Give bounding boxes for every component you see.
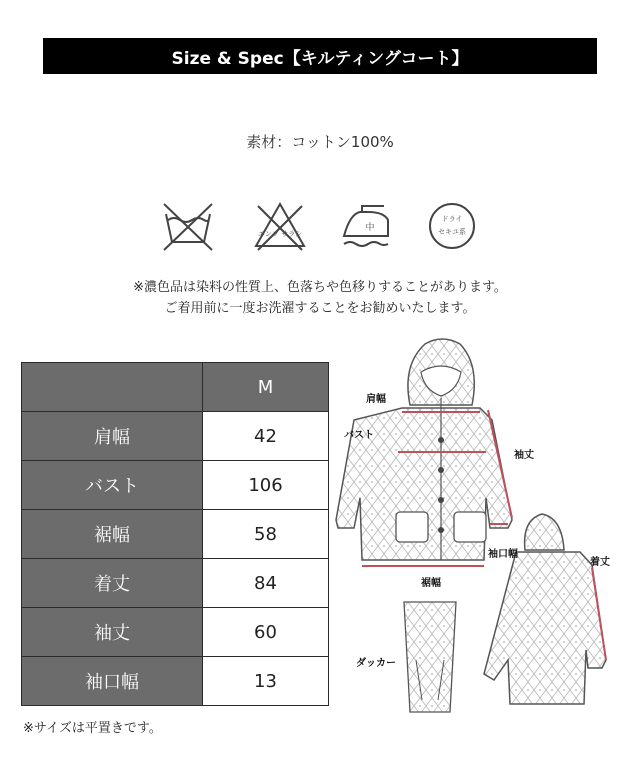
dry-clean-text-2: セキユ系: [438, 228, 466, 236]
label-hem-width: 裾幅: [421, 578, 441, 589]
back-coat-drawing: [484, 514, 606, 704]
row-value: 84: [203, 559, 329, 608]
table-row: [22, 559, 329, 608]
table-row: [22, 510, 329, 559]
no-bleach-text: エンソ サラシ: [257, 230, 303, 238]
row-value: 58: [203, 510, 329, 559]
table-row: [22, 657, 329, 706]
page-title-banner: [43, 38, 597, 74]
care-icons: [160, 198, 490, 258]
iron-medium-icon: [338, 198, 394, 254]
dry-clean-icon: [424, 198, 480, 254]
label-bust: バスト: [344, 430, 374, 441]
care-note-2: ご着用前に一度お洗濯することをお勧めいたします。: [164, 301, 476, 316]
size-footnote: ※サイズは平置きです。: [23, 721, 162, 736]
size-column-header: M: [203, 363, 329, 412]
row-label: 裾幅: [22, 510, 203, 559]
iron-temp-text: 中: [365, 223, 375, 233]
row-value: 60: [203, 608, 329, 657]
wash-tub-30-icon: [160, 198, 216, 254]
row-label: 着丈: [22, 559, 203, 608]
label-length: 着丈: [590, 557, 610, 568]
dart-detail-drawing: [404, 602, 456, 712]
care-note-1: ※濃色品は染料の性質上、色落ちや色移りすることがあります。: [133, 280, 507, 295]
dry-clean-text-1: ドライ: [441, 215, 463, 223]
row-label: 袖丈: [22, 608, 203, 657]
label-dart: ダッカー: [356, 658, 396, 669]
no-bleach-icon: [252, 198, 308, 254]
table-corner-cell: [22, 363, 203, 412]
table-row: [22, 412, 329, 461]
front-coat-drawing: [336, 339, 512, 560]
row-value: 42: [203, 412, 329, 461]
table-header-row: [22, 363, 329, 412]
label-shoulder: 肩幅: [366, 394, 386, 405]
label-cuff-width: 袖口幅: [488, 549, 518, 560]
size-table: [21, 362, 329, 706]
table-row: [22, 608, 329, 657]
page-title: Size & Spec【キルティングコート】: [171, 48, 469, 69]
row-value: 13: [203, 657, 329, 706]
row-value: 106: [203, 461, 329, 510]
material-text: 素材：コットン100%: [246, 133, 394, 151]
row-label: 肩幅: [22, 412, 203, 461]
row-label: 袖口幅: [22, 657, 203, 706]
row-label: バスト: [22, 461, 203, 510]
table-row: [22, 461, 329, 510]
label-sleeve-length: 袖丈: [514, 450, 534, 461]
